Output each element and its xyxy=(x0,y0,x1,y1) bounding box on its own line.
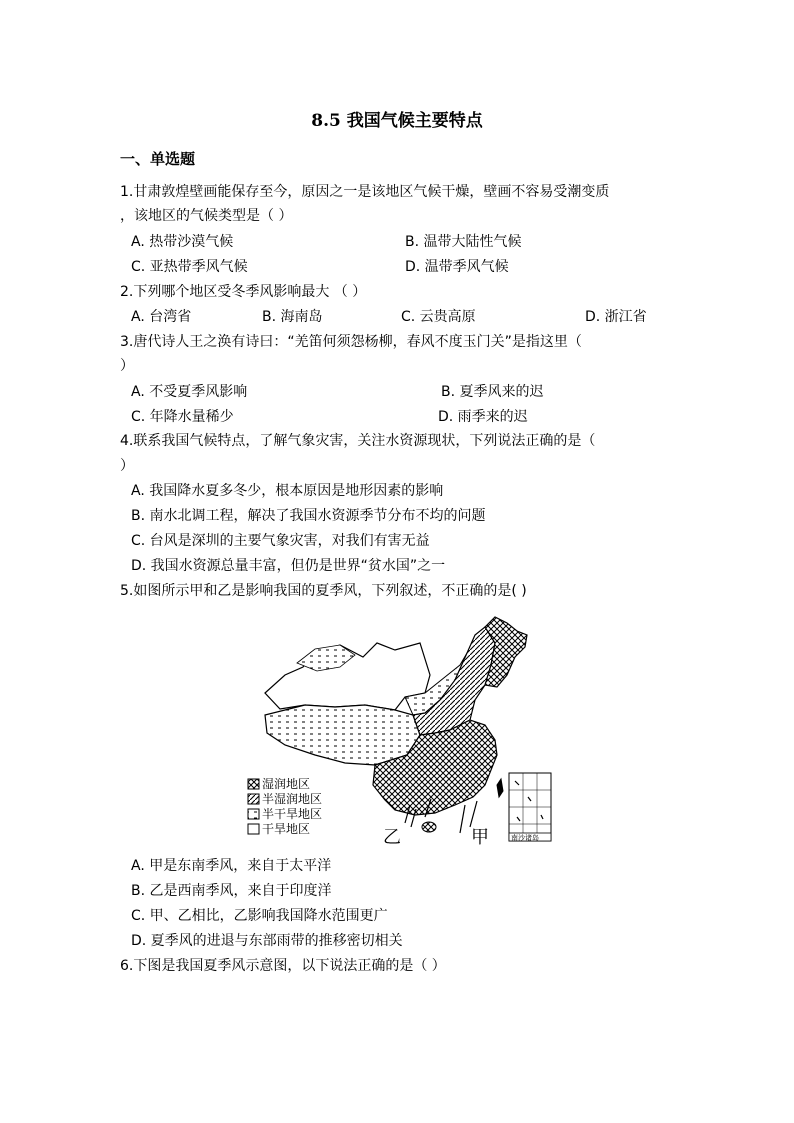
question-1-option-b[interactable]: B. 温带大陆性气候 xyxy=(405,234,522,250)
page-title: 8.5 我国气候主要特点 xyxy=(311,111,483,131)
semi-arid-region xyxy=(265,705,420,765)
question-6-stem: 6.下图是我国夏季风示意图，以下说法正确的是（ ） xyxy=(120,958,446,974)
inset-label: 南沙诸岛 xyxy=(511,834,539,842)
section-heading: 一、单选题 xyxy=(120,150,196,168)
question-2-option-c[interactable]: C. 云贵高原 xyxy=(401,309,476,325)
question-1-option-a[interactable]: A. 热带沙漠气候 xyxy=(131,234,234,250)
legend-humid: 湿润地区 xyxy=(262,777,311,791)
question-5-option-c[interactable]: C. 甲、乙相比，乙影响我国降水范围更广 xyxy=(131,908,388,924)
question-5-stem: 5.如图所示甲和乙是影响我国的夏季风，下列叙述，不正确的是( ) xyxy=(120,583,527,599)
question-4-stem-line-1: 4.联系我国气候特点，了解气象灾害，关注水资源现状，下列说法正确的是（ xyxy=(120,433,596,449)
question-3-stem-line-2: ） xyxy=(120,358,134,374)
question-3-stem-line-1: 3.唐代诗人王之涣有诗曰：“羌笛何须怨杨柳，春风不度玉门关”是指这里（ xyxy=(120,334,582,350)
question-5-option-a[interactable]: A. 甲是东南季风，来自于太平洋 xyxy=(131,858,332,874)
map-legend xyxy=(248,776,322,836)
question-2-option-b[interactable]: B. 海南岛 xyxy=(262,309,323,325)
question-1-stem-line-2: ，该地区的气候类型是（ ） xyxy=(120,208,293,224)
question-2-option-d[interactable]: D. 浙江省 xyxy=(585,309,647,325)
south-china-sea-inset xyxy=(509,773,551,842)
label-yi: 乙 xyxy=(383,827,401,848)
china-climate-map xyxy=(245,605,555,850)
label-jia: 甲 xyxy=(471,827,489,848)
question-5-option-b[interactable]: B. 乙是西南季风，来自于印度洋 xyxy=(131,883,332,899)
question-4-stem-line-2: ） xyxy=(120,458,134,474)
question-1-option-d[interactable]: D. 温带季风气候 xyxy=(405,259,509,275)
question-2-stem: 2.下列哪个地区受冬季风影响最大 （ ） xyxy=(120,284,367,300)
question-4-option-c[interactable]: C. 台风是深圳的主要气象灾害，对我们有害无益 xyxy=(131,533,430,549)
question-4-option-a[interactable]: A. 我国降水夏多冬少，根本原因是地形因素的影响 xyxy=(131,483,444,499)
question-2-option-a[interactable]: A. 台湾省 xyxy=(131,309,192,325)
legend-semi-humid: 半湿润地区 xyxy=(262,792,323,806)
question-4-option-d[interactable]: D. 我国水资源总量丰富，但仍是世界“贫水国”之一 xyxy=(131,558,446,574)
question-3-option-d[interactable]: D. 雨季来的迟 xyxy=(438,409,528,425)
question-1-stem-line-1: 1.甘肃敦煌壁画能保存至今，原因之一是该地区气候干燥，壁画不容易受潮变质 xyxy=(120,184,610,200)
question-3-option-c[interactable]: C. 年降水量稀少 xyxy=(131,409,234,425)
question-1-option-c[interactable]: C. 亚热带季风气候 xyxy=(131,259,248,275)
question-3-option-b[interactable]: B. 夏季风来的迟 xyxy=(441,384,544,400)
legend-arid: 干旱地区 xyxy=(262,822,311,836)
question-4-option-b[interactable]: B. 南水北调工程，解决了我国水资源季节分布不均的问题 xyxy=(131,508,486,524)
legend-semi-arid: 半干旱地区 xyxy=(262,807,323,821)
question-5-option-d[interactable]: D. 夏季风的进退与东部雨带的推移密切相关 xyxy=(131,933,403,949)
question-3-option-a[interactable]: A. 不受夏季风影响 xyxy=(131,384,248,400)
